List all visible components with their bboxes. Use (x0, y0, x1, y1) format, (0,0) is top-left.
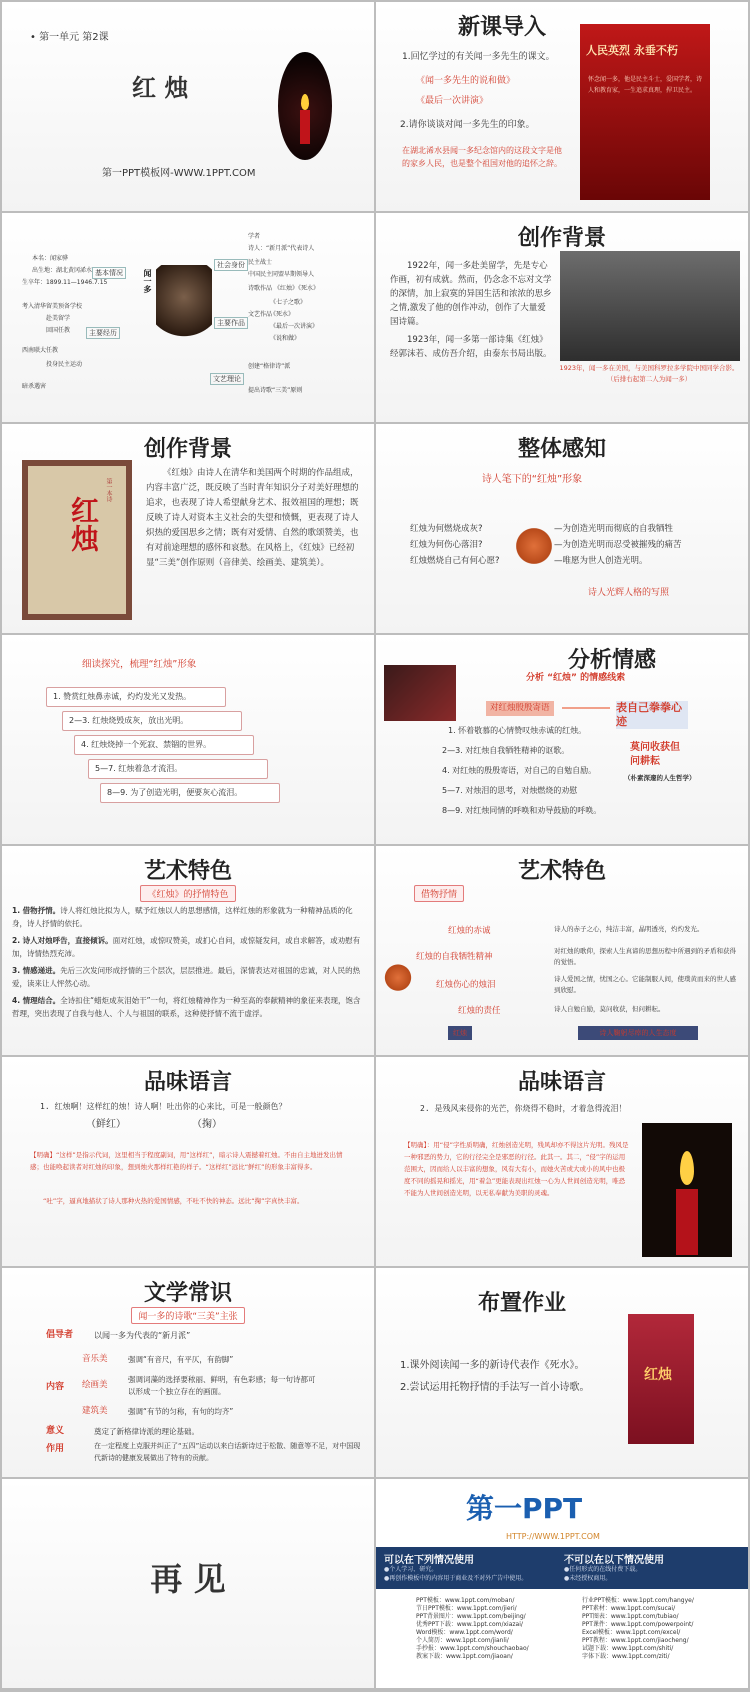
slide-3-mindmap[interactable] (2, 213, 374, 422)
mm-right-item: 《七子之歌》 (270, 299, 307, 306)
portrait-sketch (156, 265, 212, 345)
slide-2-intro[interactable] (376, 2, 748, 211)
poem-line: 1. 红烛啊！这样红的烛！诗人啊！吐出你的心来比，可是一般颜色？ (40, 1102, 287, 1111)
step-item: 5—7. 红烛着急才流泪。 (88, 759, 268, 779)
row-label: 作用 (46, 1444, 65, 1454)
paragraph-2: 1923年，闻一多第一部诗集《红烛》经郭沫若、成仿吾介绍，由泰东书局出版。 (390, 335, 552, 359)
question: 红烛燃烧自己有何心愿? (410, 556, 500, 566)
subtitle-pill: 《红烛》的抒情特色 (140, 885, 235, 902)
right-item: 诗人自勉自励，莫问收获，但问耕耘。 (554, 1005, 665, 1013)
step-item: 2—3. 红烛烧毁成灰，放出光明。 (62, 711, 242, 731)
slide-9-art[interactable] (2, 846, 374, 1055)
slide-11-language[interactable] (2, 1057, 374, 1266)
art-item: 2. 诗人对烛呼告，直接倾诉。面对红烛，或惊叹赞美，或扪心自问，或惊疑发问，或自求解答，或劝慰有加，诗情热烈充沛。 (12, 936, 361, 958)
question: 红烛为何伤心落泪? (410, 540, 483, 550)
mm-experience: 主要经历 (86, 327, 120, 339)
subtitle-pill: 闻一多的诗歌“三美”主张 (131, 1307, 244, 1324)
mm-left-item: 本名：闻家骅 (32, 255, 69, 262)
row-label: 倡导者 (46, 1330, 74, 1340)
explanation-2: “吐”字，逼真地描状了诗人那种火热的爱国情感，不吐不快的神态。远比“掬”字真快丰富。 (43, 1197, 304, 1205)
logo-url: HTTP://WWW.1PPT.COM (506, 1532, 600, 1541)
slide-title: 分析情感 (567, 648, 656, 673)
mindmap-center: 闻一多 (143, 269, 152, 293)
emotion-line: 1. 怀着敬慕的心情赞叹烛赤诚的红烛。 (448, 726, 587, 735)
slide-title: 新课导入 (457, 15, 546, 40)
row-text: 以闻一多为代表的“新月派” (94, 1331, 191, 1340)
mm-theory: 文艺理论 (210, 373, 244, 385)
arrow-icon (562, 707, 610, 709)
right-item: 诗人爱国之情，忧国之心。它能制服人间，使璞黄而来的世人感到欣慰。 (554, 975, 736, 994)
subtitle: 分析 “红烛” 的情感线索 (526, 673, 626, 683)
red-note: 在湖北浠水县闻一多纪念馆内的这段文字是他的家乡人民，也是整个祖国对他的追怀之辞。 (402, 146, 562, 168)
row-label: 意义 (46, 1426, 65, 1436)
mm-right-item: 诗歌作品 (248, 285, 273, 292)
left-item: 红烛的责任 (458, 1006, 501, 1016)
right-item: 对红烛的歌仰，探索人生真谛的思想历程中所遇到的矛盾和获得的觉悟。 (554, 947, 736, 966)
mm-right-item: 民主战士 (248, 259, 273, 266)
slide-10-art[interactable] (376, 846, 748, 1055)
mm-left-item: 生卒年：1899.11—1946.7.15 (22, 279, 108, 286)
slide-12-language[interactable] (376, 1057, 748, 1266)
explanation-1: 【明确】“这样”是指示代词，这里相当于程度副词，用“这样红”，暗示诗人震撼着红烛。不由自主地迸发出情感；也能唤起读者对红烛的印象，想到烛火那样红艳的样子。“这样红”远比“鲜红”的形象丰富得多。 (30, 1151, 343, 1171)
mm-right-item: 提出诗歌“三美”原则 (248, 387, 303, 394)
mm-left-item: 暗杀遇害 (22, 383, 47, 390)
slide-title: 品味语言 (143, 1070, 232, 1095)
row-text: 奠定了新格律诗派的理论基础。 (94, 1427, 199, 1436)
portrait-painting (384, 665, 456, 721)
mm-right-item: 《死水》 (270, 311, 295, 318)
emotion-line: 4. 对红烛的殷殷寄语，对自己的自勉自励。 (442, 766, 597, 775)
photo-caption: 1923年，闻一多在美国，与美国科罗拉多学院中国同学合影。（后排右起第二人为闻一多） (559, 364, 739, 383)
art-item: 3. 情感递进。先后三次发问形成抒情的三个层次，层层推进。最后，深情表达对祖国的忠诚，对人民的热爱，读来让人怦然心动。 (12, 966, 361, 988)
sub-label: 绘画美 (82, 1380, 108, 1390)
sub-text: 强调词藻的选择要秾丽、鲜明，有色彩感；每一句诗都可以形成一个独立存在的画面。 (128, 1375, 316, 1396)
mm-right-item: 学者 (248, 233, 261, 240)
mm-left-item: 赴美留学 (46, 315, 71, 322)
goodbye-text: 再 见 (150, 1560, 226, 1598)
art-item: 4. 情理结合。全诗扣住“蜡炬成灰泪始干”一句，将红烛精神作为一种至高的奉献精神的象征来表现，饱含哲理，突出表现了自我与他人、个人与祖国的联系，这种使抒情不流于虚浮。 (12, 996, 361, 1018)
slide-4-background[interactable] (376, 213, 748, 422)
homework-item: 2.尝试运用托物抒情的手法写一首小诗歌。 (400, 1382, 590, 1393)
subtitle: 诗人笔下的“红烛”形象 (481, 474, 583, 485)
links-right[interactable]: 行业PPT模板：www.1ppt.com/hangye/ PPT素材：www.1ppt.com/sucai/ PPT图表：www.1ppt.com/tubiao/ PPT课件：www.1ppt.com/powerpoint/ Excel模板：www.1ppt.com/excel/ PPT教程：www.1ppt.com/jiaocheng/ 试题下载：www.1ppt.com/shiti/ 字体下载：www.1ppt.com/ziti/ (582, 1597, 694, 1660)
logo: 第一PPT (466, 1492, 583, 1525)
note-text: （朴素深邃的人生哲学） (624, 774, 696, 782)
slide-title: 布置作业 (477, 1291, 566, 1316)
left-item: 红烛的赤诚 (448, 926, 491, 936)
mm-left-item: 投身民主运动 (46, 361, 83, 368)
sub-text: 强调“有节的匀称，有句的均齐” (128, 1407, 234, 1416)
footer-left-box: 红烛 (448, 1026, 472, 1040)
memorial-poster: 人民英烈 永垂不朽 怀念闻一多，他是民主斗士，爱国学者，诗人和教育家，一生追求真理，捍卫民主。 (580, 24, 710, 200)
slide-heading: 细读探究，梳理“红烛”形象 (82, 659, 197, 670)
right-box: 表自己拳拳心迹 (616, 701, 688, 729)
step-item: 1. 赞赏红烛鼻赤诚，灼灼发光又发热。 (46, 687, 226, 707)
step-item: 4. 红烛烧掉一个死寂、禁锢的世界。 (74, 735, 254, 755)
question: 红烛为何燃烧成灰? (410, 524, 483, 534)
mm-left-item: 考入清华留美预备学校 (22, 303, 83, 310)
right-item: 诗人的赤子之心，纯洁丰富，晶明透亮，灼灼发光。 (554, 925, 704, 933)
mm-right-item: 文艺作品 (248, 311, 273, 318)
slide-title: 创作背景 (517, 226, 606, 251)
slide-6-overview[interactable] (376, 424, 748, 633)
art-item: 1. 借物抒情。诗人将红烛比拟为人，赋予红烛以人的思想感情，这样红烛的形象就为一种精神品质的化身，诗人抒情的依托。 (12, 906, 353, 928)
group-photo (560, 251, 740, 361)
slide-1-cover[interactable] (2, 2, 374, 211)
candle-image (278, 52, 332, 160)
site-label: 第一PPT模板网-WWW.1PPT.COM (102, 168, 256, 179)
emotion-line: 2—3. 对红烛自我牺牲精神的讴歌。 (442, 746, 570, 755)
bullet-2: 《最后一次讲演》 (416, 96, 489, 106)
poem-line: 2. 是残风来侵你的光芒，你烧得不稳时，才着急得流泪！ (420, 1104, 627, 1113)
unit-label: • 第一单元 第2课 (30, 32, 109, 43)
slide-title: 艺术特色 (143, 859, 232, 884)
explanation: 【明确】：用“侵”字性质明确，红烛创造光明，残风却亦不得这片光明。残风是一种邪恶的势力，它的行径完全是邪恶的行径。此其一。其二，“侵”字的运用范围大，因而给人以丰富的想象，风有大有小，而她火苦或大或小的风中也极度不同的摇晃和摇光，用“着急”更能表现出红烛一心为人世间创造光明，唯恐不能为人世间创造光明，以无私奉献为美职的灵魂。 (404, 1141, 629, 1197)
question-2: 2.请你谈谈对闻一多先生的印象。 (400, 120, 535, 130)
note-2: （掬） (192, 1119, 222, 1130)
emotion-line: 5—7. 对烛泪的思考，对烛燃烧的劝慰 (442, 786, 578, 795)
mm-right-item: 《最后一次讲演》 (270, 323, 319, 330)
mid-text: 莫问收获但问耕耘 (630, 742, 680, 767)
answer: —为创造光明而彻底的自我牺牲 (554, 524, 674, 534)
sub-label: 音乐美 (82, 1354, 108, 1364)
bullet-1: 《闻一多先生的说和做》 (416, 76, 516, 86)
question-1: 1.回忆学过的有关闻一多先生的课文。 (402, 52, 555, 62)
note-1: （鲜红） (86, 1119, 126, 1130)
slide-16-terms[interactable] (376, 1479, 748, 1688)
emotion-line: 8—9. 对红烛同情的呼唤和劝导鼓励的呼唤。 (442, 806, 602, 815)
mm-identity: 社会身份 (214, 259, 248, 271)
mm-left-item: 西南联大任教 (22, 347, 59, 354)
cover-title: 红 烛 (132, 74, 189, 102)
mm-works: 主要作品 (214, 317, 248, 329)
candle-cluster-icon (384, 956, 412, 992)
pill: 借物抒情 (414, 885, 464, 902)
slide-title: 品味语言 (517, 1070, 606, 1095)
candle-cluster-icon (516, 516, 552, 566)
links-left[interactable]: PPT模板：www.1ppt.com/moban/ 节日PPT模板：www.1ppt.com/jieri/ PPT背景图片：www.1ppt.com/beijing/ 优秀PPT下载：www.1ppt.com/xiazai/ Word模板：www.1ppt.com/word/ 个人简历：www.1ppt.com/jianli/ 手抄报：www.1ppt.com/shouchaobao/ 教案下载：www.1ppt.com/jiaoan/ (416, 1597, 529, 1660)
book-cover: 红烛 第一本诗 (22, 460, 132, 620)
step-item: 8—9. 为了创造光明，便要灰心流泪。 (100, 783, 280, 803)
slide-14-homework[interactable] (376, 1268, 748, 1477)
candle-photo (642, 1123, 732, 1257)
slide-13-knowledge[interactable] (2, 1268, 374, 1477)
answer: —为创造光明而忍受被摧残的痛苦 (554, 540, 682, 550)
slide-title: 文学常识 (143, 1281, 232, 1306)
mm-right-item: 诗人：“新月派”代表诗人 (248, 245, 315, 252)
mm-left-item: 出生地：湖北黄冈浠水 (32, 267, 93, 274)
paragraph-1: 1922年，闻一多赴美留学，先是专心作画，初有成就。然而，仍念念不忘对文学的深情，加上寂寞的异国生活和浓浓的思乡之情,激发了他的创作冲动，创作了大量爱国诗篇。 (390, 261, 552, 327)
slide-title: 整体感知 (517, 437, 606, 462)
row-label: 内容 (46, 1382, 65, 1392)
slide-5-background[interactable] (2, 424, 374, 633)
sub-label: 建筑美 (82, 1406, 108, 1416)
mm-right-item: 创建“格律诗”派 (248, 363, 291, 370)
mm-right-item: 中国民主同盟早期领导人 (248, 271, 315, 278)
slide-15-goodbye[interactable] (2, 1479, 374, 1688)
mm-right-item: 《红烛》《死水》 (274, 285, 320, 292)
footer-right-box: 诗人鞠躬尽瘁的人生态度 (578, 1026, 698, 1040)
answer: —唯愿为世人创造光明。 (554, 556, 648, 566)
mm-right-item: 《说和做》 (270, 335, 301, 342)
slide-title: 创作背景 (143, 437, 232, 462)
slide-7-steps[interactable] (2, 635, 374, 844)
book-image: 红烛 (628, 1314, 694, 1444)
left-item: 红烛伤心的烛泪 (436, 980, 496, 990)
slide-8-emotion[interactable] (376, 635, 748, 844)
paragraph: 《红烛》由诗人在清华和美国两个时期的作品组成，内容丰富广泛，既反映了当时青年知识分子对美好理想的追求，也表现了诗人希望献身艺术、报效祖国的理想；既反映了诗人对资本主义社会的失望和愤慨，更表现了诗人炽热的爱国思乡之情；既有对爱情、自然的歌颂赞美，也有对前途理想的感怀和哀愁。在风格上，《红烛》已经初显“三美”创作原则（音律美、绘画美、建筑美）。 (146, 468, 359, 568)
mm-basic: 基本情况 (92, 267, 126, 279)
slide-title: 艺术特色 (517, 859, 606, 884)
sub-text: 强调“有音尺，有平仄，有韵脚” (128, 1355, 234, 1364)
row-text: 在一定程度上克服并纠正了“五四”运动以来白话新诗过于松散、随意等不足，对中国现代新诗的健康发展做出了特有的贡献。 (94, 1442, 361, 1462)
left-item: 红烛的自我牺牲精神 (416, 952, 493, 962)
homework-item: 1.课外阅读闻一多的新诗代表作《死水》。 (400, 1360, 585, 1371)
mm-left-item: 回国任教 (46, 327, 71, 334)
tag-label: 对红烛殷殷寄语 (486, 701, 554, 716)
conclusion: 诗人光辉人格的写照 (588, 588, 670, 598)
terms-banner: 可以在下列情况使用 ●个人学习、研究。 ●再创作模板中的内容用于商业及不对外广告中使用。 不可以在以下情况使用 ●任何形式的在线付费下载。 ●未经授权商用。 (376, 1547, 748, 1589)
